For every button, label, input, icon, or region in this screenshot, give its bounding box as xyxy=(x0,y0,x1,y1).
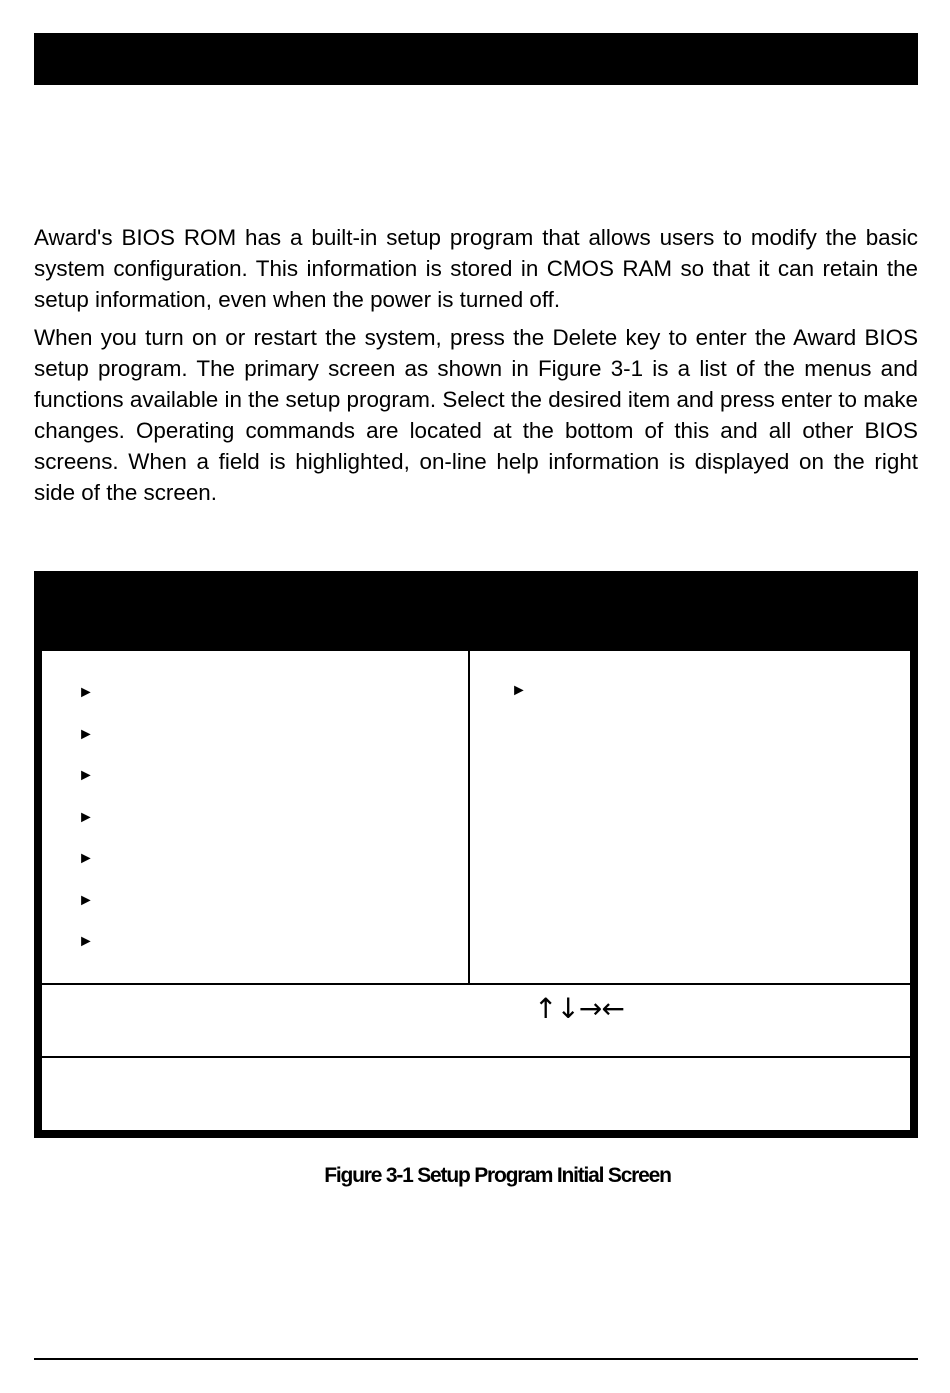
left-menu-item[interactable] xyxy=(78,928,94,970)
bios-title-bar xyxy=(34,571,918,651)
triangle-right-icon: ► xyxy=(78,808,94,826)
chapter-header-bar xyxy=(34,33,918,85)
right-menu-item[interactable] xyxy=(511,677,527,719)
bios-left-menu-panel xyxy=(42,651,468,983)
navigation-arrows-icon: ↑↓→← xyxy=(534,992,624,1025)
bios-setup-screen-figure xyxy=(34,571,918,1138)
triangle-right-icon: ► xyxy=(78,891,94,909)
figure-caption: Figure 3-1 Setup Program Initial Screen xyxy=(324,1164,671,1187)
triangle-right-icon: ► xyxy=(78,725,94,743)
intro-paragraph-1: Award's BIOS ROM has a built-in setup program that allows users to modify the basic system configuration. This information is stored in CMOS RAM so that it can retain the setup information, even when the power is turned off. xyxy=(34,225,918,312)
bios-help-panel xyxy=(42,1058,910,1130)
triangle-right-icon: ► xyxy=(78,767,94,784)
left-menu-item[interactable] xyxy=(78,887,94,929)
left-menu-item[interactable] xyxy=(78,721,94,763)
triangle-right-icon: ► xyxy=(78,684,94,701)
left-menu-item[interactable] xyxy=(78,845,94,887)
bios-key-hint-panel xyxy=(42,985,910,1056)
left-menu-item[interactable] xyxy=(78,762,94,804)
triangle-right-icon: ► xyxy=(78,850,94,867)
left-menu-item[interactable] xyxy=(78,804,94,846)
footer-rule xyxy=(34,1358,918,1360)
triangle-right-icon: ► xyxy=(78,933,94,950)
left-menu-item[interactable] xyxy=(78,679,94,721)
triangle-right-icon: ► xyxy=(511,682,527,699)
right-menu-list xyxy=(511,677,527,719)
bios-right-menu-panel xyxy=(470,651,910,983)
left-menu-list xyxy=(78,679,94,970)
intro-paragraph-2: When you turn on or restart the system, press the Delete key to enter the Award BIOS setup program. The primary screen as shown in Figure 3-1 is a list of the menus and functions available in the setup program. Select the desired item and press enter to make changes. Operating commands are located at the bottom of this and all other BIOS screens. When a field is highlighted, on-line help information is displayed on the right side of the screen. xyxy=(34,325,918,505)
